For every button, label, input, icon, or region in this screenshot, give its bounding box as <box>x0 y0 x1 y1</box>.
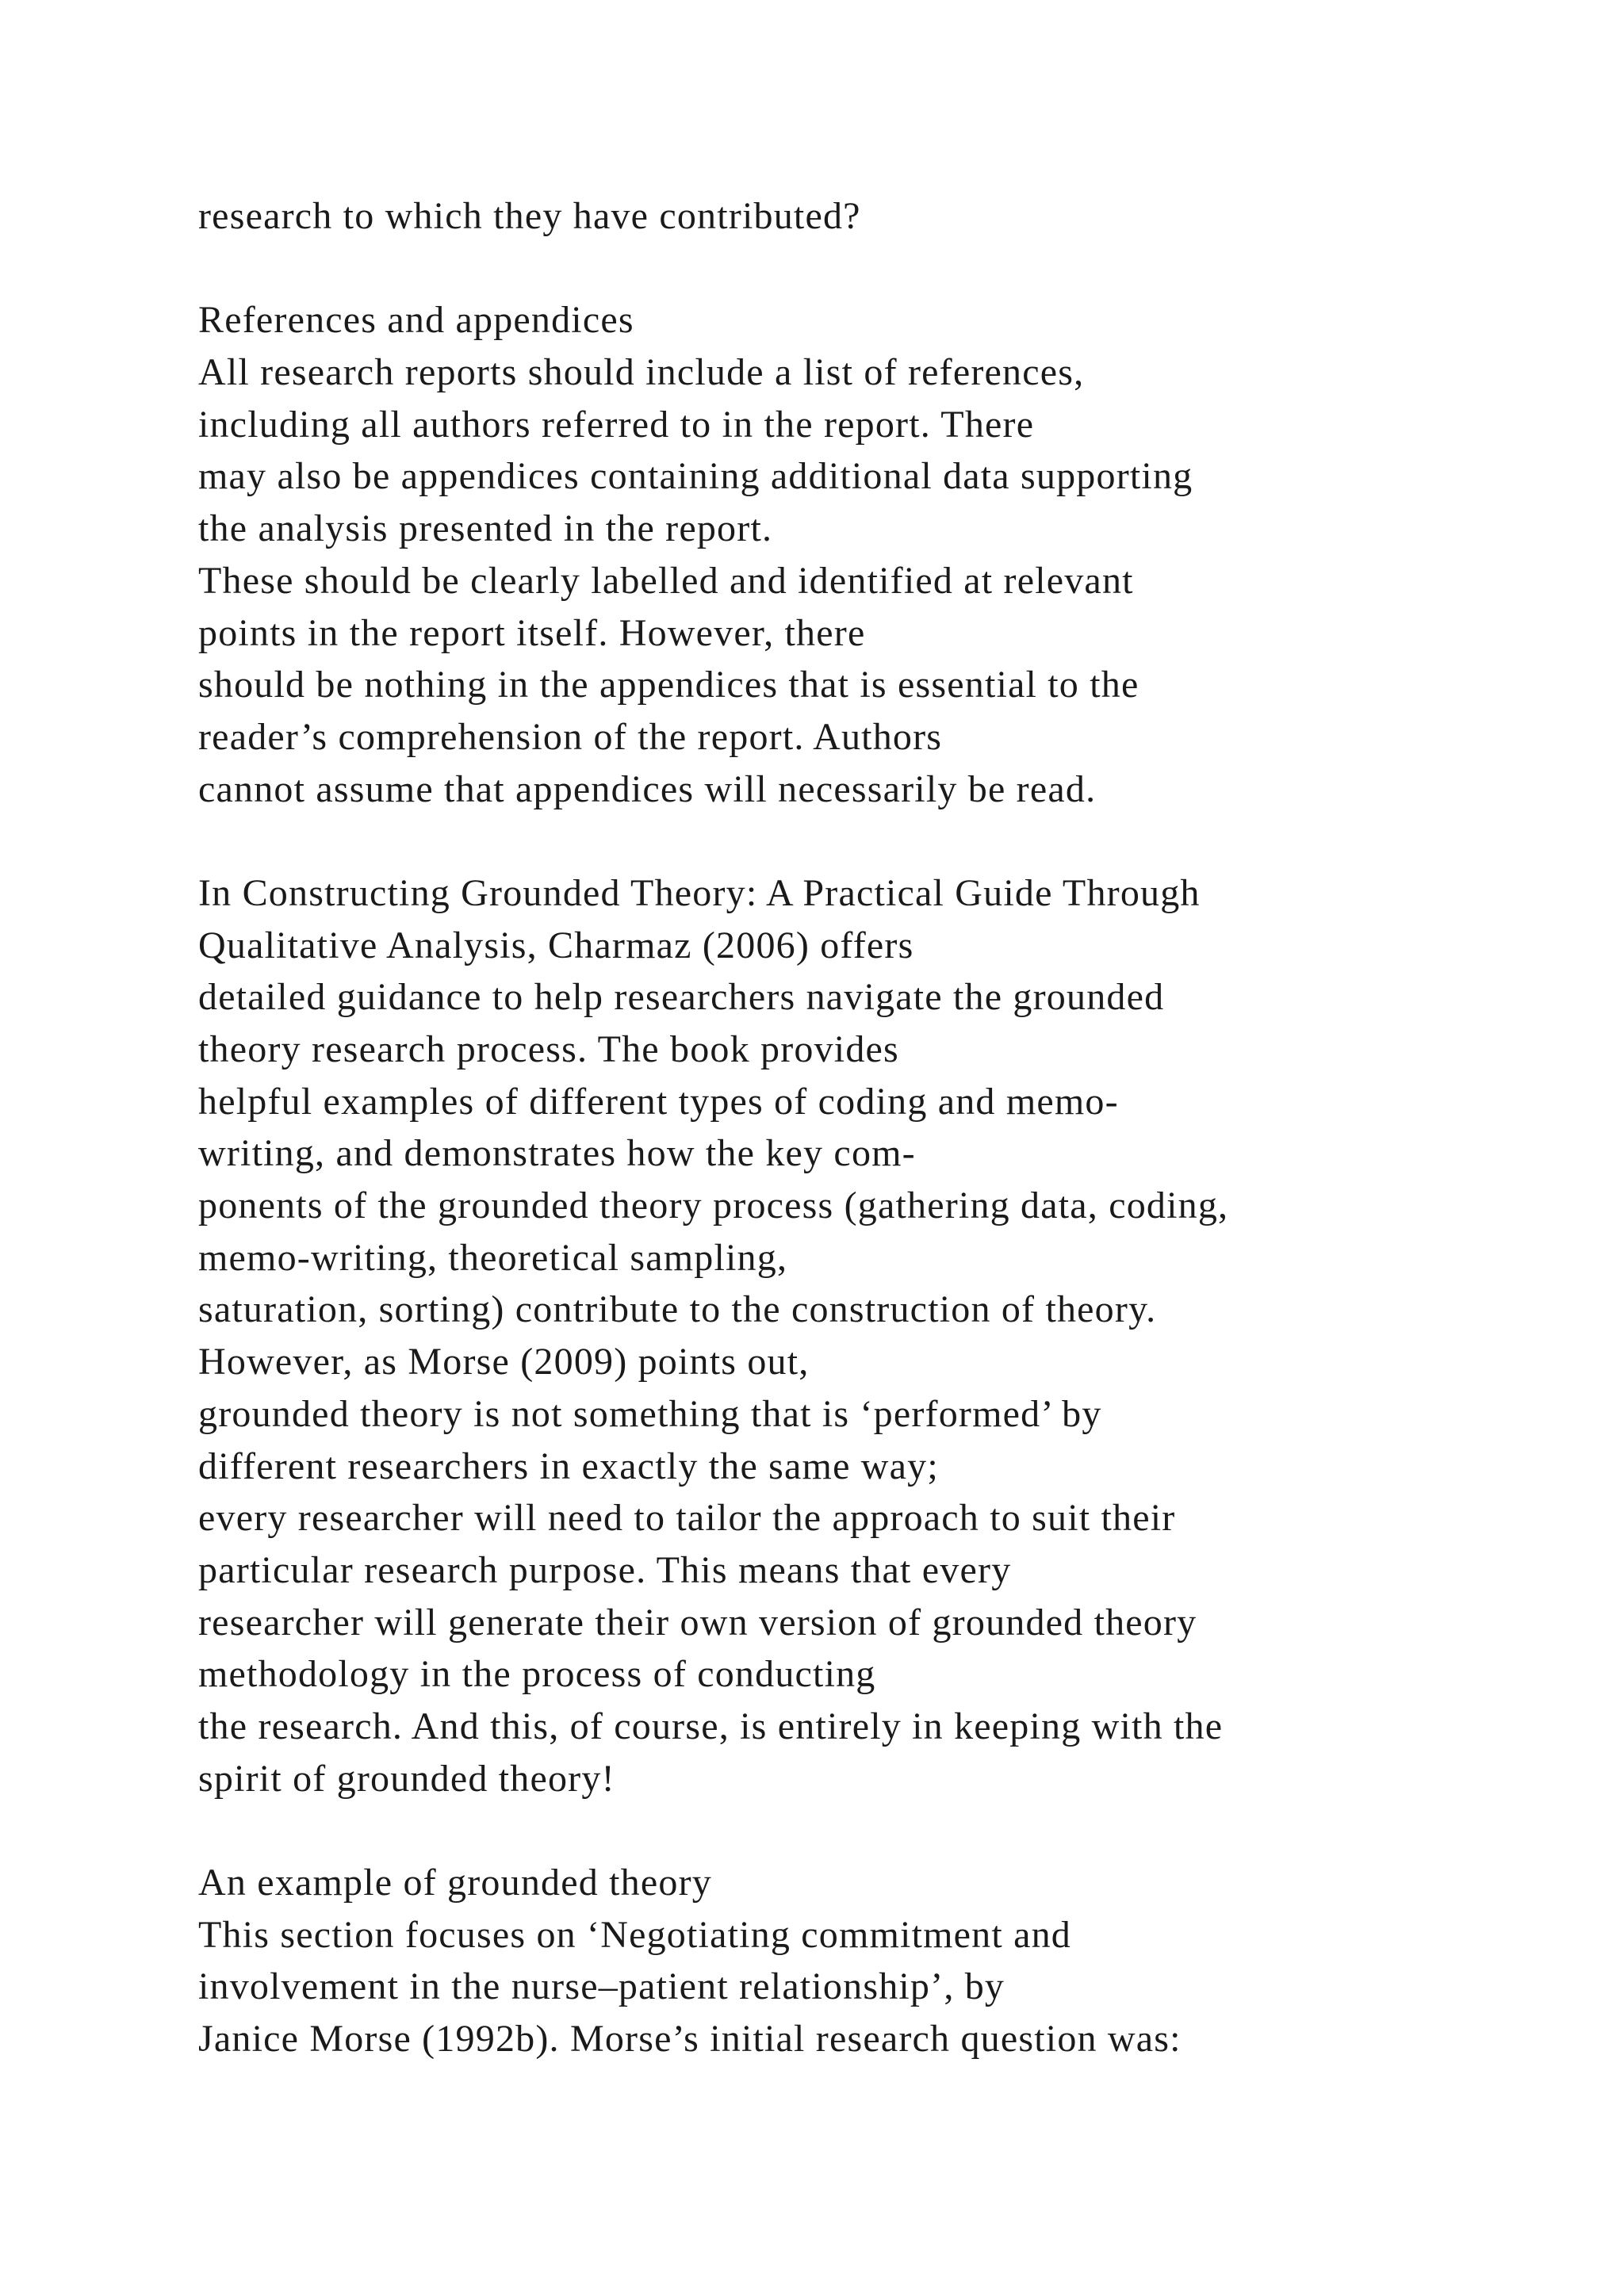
text-line: However, as Morse (2009) points out, <box>198 1341 810 1383</box>
text-line: researcher will generate their own version of grounded theory <box>198 1601 1197 1644</box>
paragraph-gap <box>198 815 1586 867</box>
text-line: Janice Morse (1992b). Morse’s initial research question was: <box>198 2018 1182 2061</box>
text-line: reader’s comprehension of the report. Authors <box>198 715 943 758</box>
text-line: ponents of the grounded theory process (gathering data, coding, <box>198 1184 1229 1227</box>
text-line: saturation, sorting) contribute to the construction of theory. <box>198 1288 1157 1331</box>
text-line: research to which they have contributed? <box>198 195 861 237</box>
text-line: helpful examples of different types of coding and memo- <box>198 1080 1119 1123</box>
text-line: may also be appendices containing additional data supporting <box>198 455 1193 498</box>
text-line: different researchers in exactly the same way; <box>198 1445 939 1487</box>
text-line: All research reports should include a list of references, <box>198 351 1085 394</box>
text-line: cannot assume that appendices will necessarily be read. <box>198 767 1097 810</box>
text-line: should be nothing in the appendices that is essential to the <box>198 664 1139 706</box>
section-heading-references: References and appendices <box>198 299 634 342</box>
text-line: grounded theory is not something that is ‘performed’ by <box>198 1392 1102 1435</box>
text-line: detailed guidance to help researchers navigate the grounded <box>198 976 1165 1019</box>
text-line: methodology in the process of conducting <box>198 1653 876 1696</box>
text-line: including all authors referred to in the report. There <box>198 403 1035 446</box>
text-line: In Constructing Grounded Theory: A Practical Guide Through <box>198 871 1201 914</box>
paragraph-gap <box>198 1804 1586 1857</box>
text-line: writing, and demonstrates how the key com- <box>198 1132 916 1175</box>
text-line: theory research process. The book provides <box>198 1028 899 1070</box>
text-line: These should be clearly labelled and identified at relevant <box>198 559 1134 602</box>
text-line: the analysis presented in the report. <box>198 507 773 550</box>
text-line: every researcher will need to tailor the approach to suit their <box>198 1497 1176 1540</box>
document-page <box>198 190 1586 2065</box>
text-line: spirit of grounded theory! <box>198 1757 615 1800</box>
text-line: points in the report itself. However, there <box>198 611 866 654</box>
text-line: memo-writing, theoretical sampling, <box>198 1236 788 1279</box>
text-line: the research. And this, of course, is entirely in keeping with the <box>198 1705 1224 1747</box>
text-line: This section focuses on ‘Negotiating commitment and <box>198 1913 1071 1956</box>
paragraph-gap <box>198 243 1586 295</box>
text-line: particular research purpose. This means that every <box>198 1548 1012 1591</box>
section-heading-example: An example of grounded theory <box>198 1862 712 1904</box>
text-line: Qualitative Analysis, Charmaz (2006) offers <box>198 924 914 966</box>
text-line: involvement in the nurse–patient relationship’, by <box>198 1965 1005 2008</box>
